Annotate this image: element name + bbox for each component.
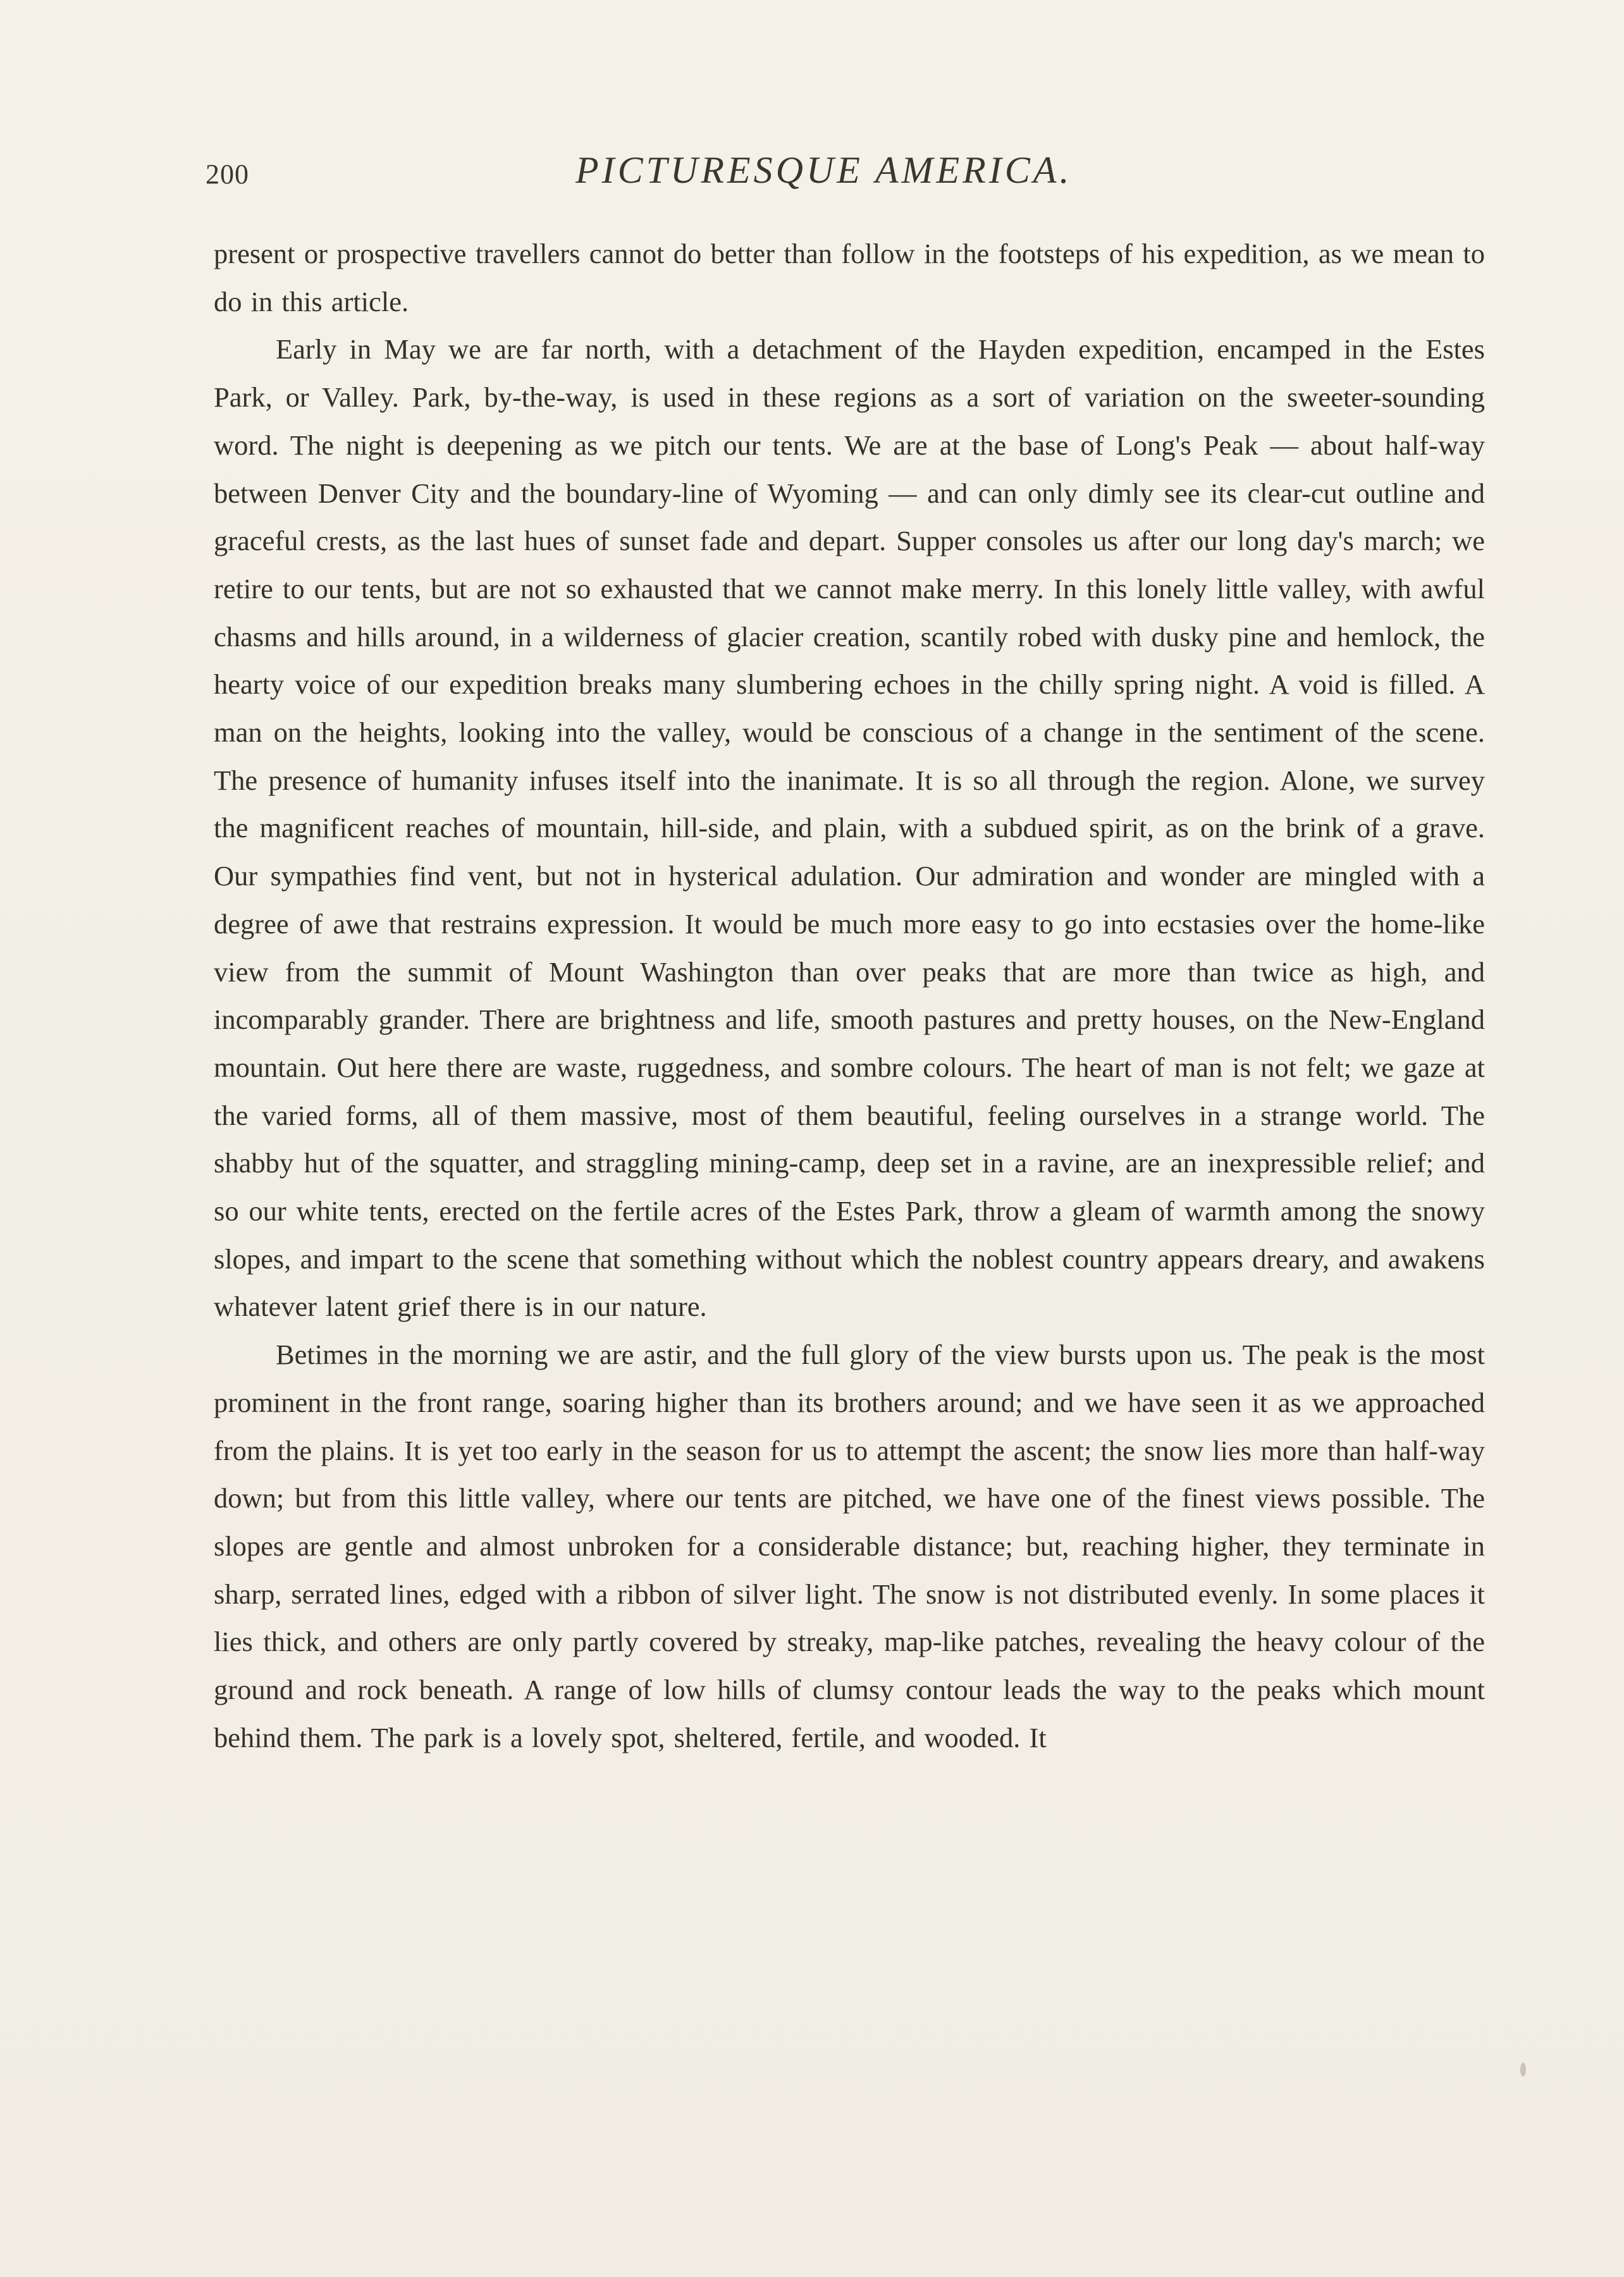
paragraph-continuation: present or prospective travellers cannot do better than follow in the footsteps of his expedition, as we mean to do in this article. bbox=[214, 238, 1485, 317]
paper-speck bbox=[1520, 2063, 1526, 2077]
paragraph-estes-park: Early in May we are far north, with a detachment of the Hayden expedition, encamped in the Estes Park, or Valley. Park, by-the-way, is used in these regions as a sort of variation on the sweeter-sounding word. The night is deepening as we pitch our tents. We are at the base of Long's Peak — about half-way between Denver City and the boundary-line of Wyoming — and can only dimly see its clear-cut outline and graceful crests, as the last hues of sunset fade and depart. Supper consoles us after our long day's march; we retire to our tents, but are not so exhausted that we cannot make merry. In this lonely little valley, with awful chasms and hills around, in a wilderness of glacier creation, scantily robed with dusky pine and hemlock, the hearty voice of our expedition breaks many slumbering echoes in the chilly spring night. A void is filled. A man on the heights, looking into the valley, would be conscious of a change in the sentiment of the scene. The presence of humanity infuses itself into the inanimate. It is so all through the region. Alone, we survey the magnificent reaches of mountain, hill-side, and plain, with a subdued spirit, as on the brink of a grave. Our sympathies find vent, but not in hysterical adulation. Our admiration and wonder are mingled with a degree of awe that restrains expression. It would be much more easy to go into ecstasies over the home-like view from the summit of Mount Washington than over peaks that are more than twice as high, and incomparably grander. There are brightness and life, smooth pastures and pretty houses, on the New-England mountain. Out here there are waste, ruggedness, and sombre colours. The heart of man is not felt; we gaze at the varied forms, all of them massive, most of them beautiful, feeling ourselves in a strange world. The shabby hut of the squatter, and straggling mining-camp, deep set in a ravine, are an inexpressible relief; and so our white tents, erected on the fertile acres of the Estes Park, throw a gleam of warmth among the snowy slopes, and impart to the scene that something without which the noblest country appears dreary, and awakens whatever latent grief there is in our nature. bbox=[214, 333, 1485, 1323]
page-number: 200 bbox=[206, 159, 249, 190]
body-text bbox=[214, 230, 1485, 1762]
paragraph-morning-view: Betimes in the morning we are astir, and the full glory of the view bursts upon us. The peak is the most prominent in the front range, soaring higher than its brothers around; and we have seen it as we approached from the plains. It is yet too early in the season for us to attempt the ascent; the snow lies more than half-way down; but from this little valley, where our tents are pitched, we have one of the finest views possible. The slopes are gentle and almost unbroken for a considerable distance; but, reaching higher, they terminate in sharp, serrated lines, edged with a ribbon of silver light. The snow is not distributed evenly. In some places it lies thick, and others are only partly covered by streaky, map-like patches, revealing the heavy colour of the ground and rock beneath. A range of low hills of clumsy contour leads the way to the peaks which mount behind them. The park is a lovely spot, sheltered, fertile, and wooded. It bbox=[214, 1339, 1485, 1753]
page-header bbox=[206, 149, 1499, 206]
running-title: PICTURESQUE AMERICA. bbox=[575, 149, 1073, 191]
